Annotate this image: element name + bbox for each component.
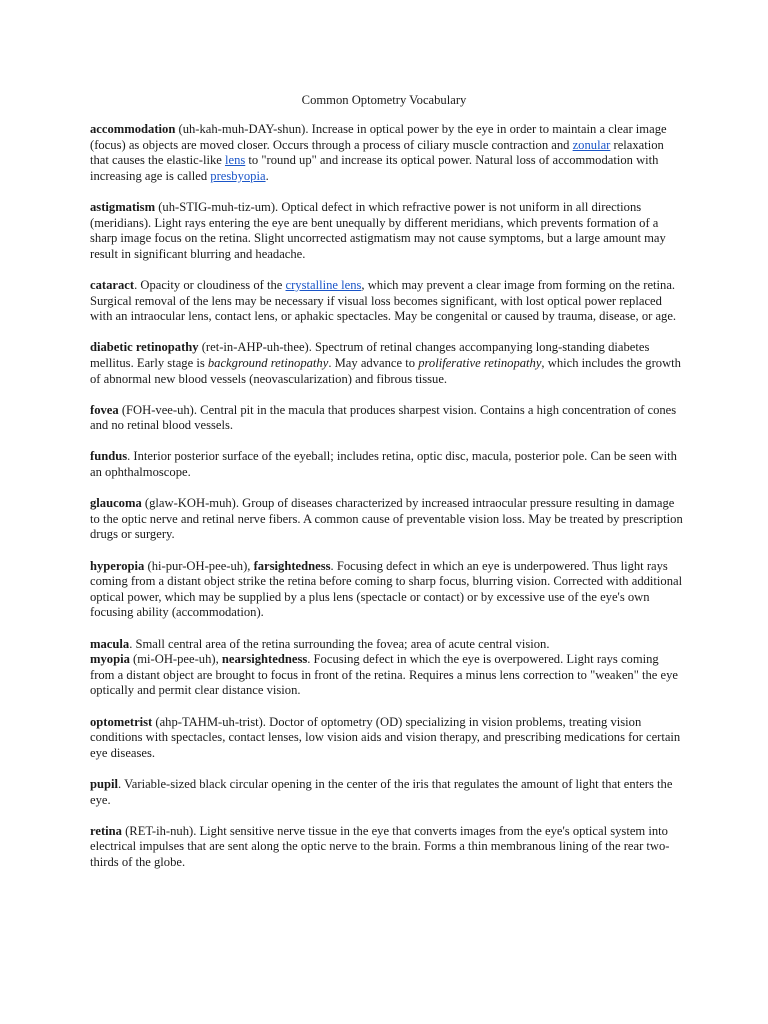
entry-accommodation [90, 122, 685, 184]
definition-text: (uh-STIG-muh-tiz-um). Optical defect in which refractive power is not uniform in all directions (meridians). Light rays entering the eye are bent unequally by different meridians, which prevents formation of a sharp image focus on the retina. Slight uncorrected astigmatism may not cause symptoms, but a large amount may result in significant blurring and headache. [90, 199, 666, 261]
definition-text: to "round up" and increase its optical power. Natural loss of accommodation with increasing age is called [90, 153, 659, 183]
entry-diabetic-retinopathy [90, 340, 685, 387]
definition-text: . Opacity or cloudiness of the [134, 277, 286, 292]
definition-text: (RET-ih-nuh). Light sensitive nerve tissue in the eye that converts images from the eye's optical system into electrical impulses that are sent along the optic nerve to the brain. Forms a thin membranous lining of the rear two-thirds of the globe. [90, 823, 670, 869]
entry-myopia [90, 652, 685, 699]
definition-text: . May advance to [328, 355, 419, 370]
definition-text: (hi-pur-OH-pee-uh), [144, 558, 254, 573]
term: hyperopia [90, 558, 145, 573]
term: astigmatism [90, 199, 156, 214]
entry-glaucoma [90, 496, 685, 543]
entry-pupil [90, 777, 685, 808]
definition-text: relaxation that causes the elastic-like [90, 137, 664, 168]
term: optometrist [90, 714, 153, 729]
definition-text: . [265, 168, 269, 183]
definition-text: . Variable-sized black circular opening in the center of the iris that regulates the amount of light that enters the eye. [90, 776, 673, 807]
definition-text: (glaw-KOH-muh). Group of diseases characterized by increased intraocular pressure resulting in damage to the optic nerve and retinal nerve fibers. A common cause of preventable vision loss. May be treated by prescription drugs or surgery. [90, 496, 683, 542]
term: cataract [90, 277, 135, 292]
link-crystalline-lens[interactable]: crystalline lens [285, 277, 362, 292]
entry-retina [90, 824, 685, 871]
italic-term: background retinopathy [207, 355, 329, 370]
term: myopia [90, 652, 130, 667]
definition-text: , which includes the growth of abnormal new blood vessels (neovascularization) and fibrous tissue. [90, 355, 681, 386]
term: glaucoma [90, 496, 142, 511]
definition-text: . Focusing defect in which an eye is underpowered. Thus light rays coming from a distant object strike the retina before coming to sharp focus, blurring vision. Corrected with additional optical power, which may be supplied by a plus lens (spectacle or contact) or by excessive use of the eye's own focusing ability (accommodation). [90, 558, 683, 620]
entry-hyperopia [90, 559, 685, 621]
vocabulary-list [90, 122, 685, 886]
term-synonym: nearsightedness [221, 652, 308, 667]
italic-term: proliferative retinopathy [418, 355, 542, 370]
term: diabetic retinopathy [90, 340, 199, 355]
definition-text: (uh-kah-muh-DAY-shun). Increase in optical power by the eye in order to maintain a clear image (focus) as objects are moved closer. Occurs through a process of ciliary muscle contraction and [90, 122, 667, 152]
entry-astigmatism [90, 200, 685, 262]
term: fundus [90, 449, 128, 464]
entry-optometrist [90, 715, 685, 762]
term: pupil [90, 776, 119, 791]
entry-fundus [90, 449, 685, 480]
link-presbyopia[interactable]: presbyopia [210, 168, 266, 183]
entry-fovea [90, 403, 685, 434]
definition-text: . Focusing defect in which the eye is overpowered. Light rays coming from a distant object are brought to focus in front of the retina. Requires a minus lens correction to "weaken" the eye optically and permit clear distance vision. [90, 652, 679, 698]
term: retina [90, 823, 122, 838]
definition-text: (ret-in-AHP-uh-thee). Spectrum of retinal changes accompanying long-standing diabetes mellitus. Early stage is [90, 340, 650, 370]
term: macula [90, 636, 130, 651]
definition-text: . Small central area of the retina surrounding the fovea; area of acute central vision. [129, 636, 550, 651]
entry-macula [90, 637, 685, 653]
definition-text: (mi-OH-pee-uh), [129, 652, 222, 667]
definition-text: , which may prevent a clear image from forming on the retina. Surgical removal of the lens may be necessary if visual loss becomes significant, with lost optical power replaced with an intraocular lens, contact lens, or aphakic spectacles. May be congenital or caused by trauma, disease, or age. [90, 277, 677, 324]
link-lens[interactable]: lens [224, 153, 246, 168]
definition-text: . Interior posterior surface of the eyeball; includes retina, optic disc, macula, posterior pole. Can be seen with an ophthalmoscope. [90, 449, 677, 480]
entry-cataract [90, 278, 685, 325]
term: fovea [90, 402, 119, 417]
link-zonular[interactable]: zonular [572, 137, 611, 152]
term: accommodation [90, 122, 176, 136]
definition-text: (ahp-TAHM-uh-trist). Doctor of optometry (OD) specializing in vision problems, treating vision conditions with spectacles, contact lenses, low vision aids and vision therapy, and prescribing medications for certain eye diseases. [90, 714, 681, 760]
definition-text: (FOH-vee-uh). Central pit in the macula that produces sharpest vision. Contains a high concentration of cones and no retinal blood vessels. [90, 402, 677, 433]
document-title: Common Optometry Vocabulary [301, 93, 467, 107]
term-synonym: farsightedness [253, 558, 331, 573]
